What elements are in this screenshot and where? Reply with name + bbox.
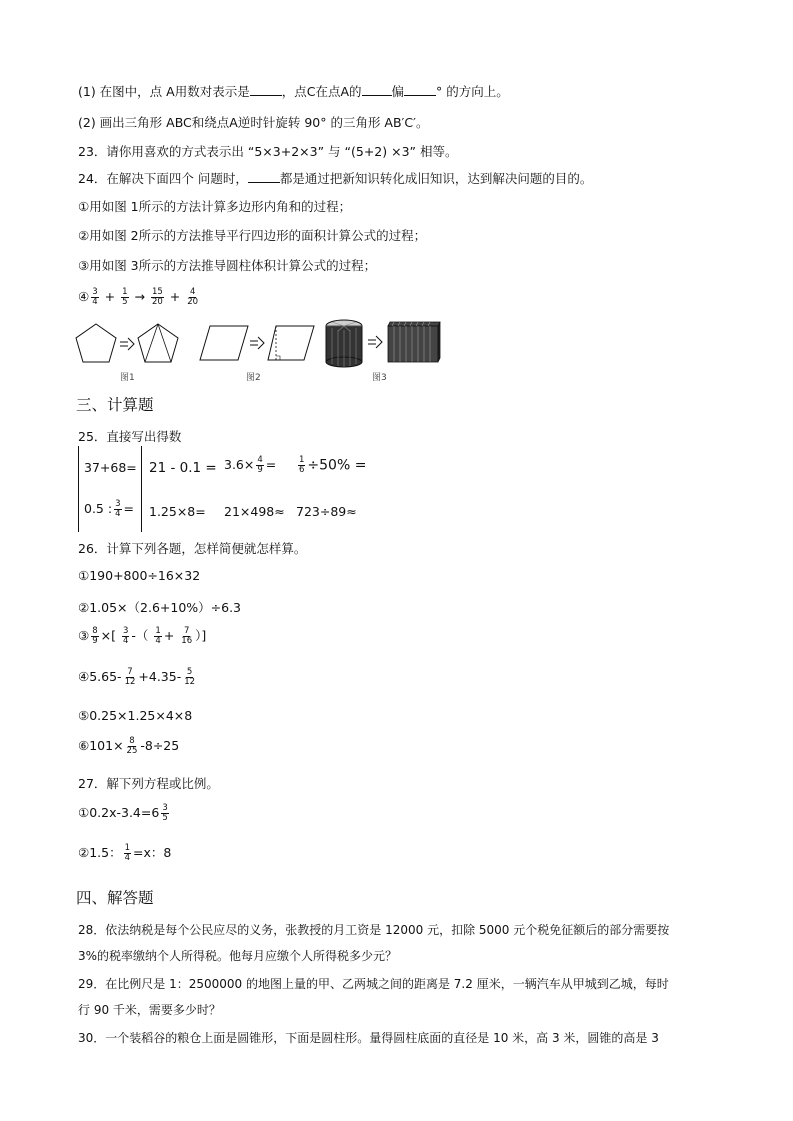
rearranged-solid xyxy=(388,322,440,362)
q24-item4: ④ $\frac{3}{4}$ + $\frac{1}{5}$ → $\frac{15}{20}$ + $\frac{4}{20}$ xyxy=(78,287,199,307)
figure-1 xyxy=(74,322,190,370)
q26-expr-1: ①190+800÷16×32 xyxy=(78,568,201,583)
q28-line-1: 28．依法纳税是每个公民应尽的义务，张教授的月工资是 12000 元，扣除 5000 元个税免征额后的部分需要按 xyxy=(78,923,670,937)
answer-blank[interactable] xyxy=(248,182,280,183)
q28-line-2: 3%的税率缴纳个人所得税。他每月应缴个人所得税多少元？ xyxy=(78,949,398,963)
arrow-icon xyxy=(250,337,264,349)
q26-expr-5: ⑤0.25×1.25×4×8 xyxy=(78,708,193,723)
pentagon-divided-shape xyxy=(138,324,178,362)
fraction: $\frac{1}{5}$ xyxy=(122,287,128,307)
q24-item3: ③用如图 3所示的方法推导圆柱体积计算公式的过程； xyxy=(78,258,377,273)
q26-expr-3: ③ $\frac{8}{9}$ ×[ $\frac{3}{4}$ -（ $\frac{1}{4}$ + $\frac{7}{16}$ ）] xyxy=(78,626,207,646)
figure-2-label: 图2 xyxy=(246,373,261,383)
q26-expr-4: ④5.65- $\frac{7}{12}$ +4.35- $\frac{5}{12}$ xyxy=(78,667,196,687)
q23-text: 23．请你用喜欢的方式表示出 “5×3+2×3” 与 “(5+2) ×3” 相等。 xyxy=(78,144,458,159)
answer-blank[interactable] xyxy=(362,95,392,96)
arrow-icon xyxy=(120,338,134,350)
calc-cell: 21×498≈ xyxy=(224,504,285,519)
section-3-heading: 三、计算题 xyxy=(76,396,154,414)
calc-cell: 21 - 0.1 = xyxy=(149,460,217,476)
q24-item1: ①用如图 1所示的方法计算多边形内角和的过程； xyxy=(78,199,352,214)
q25-title: 25．直接写出得数 xyxy=(78,429,182,444)
q29-line-2: 行 90 千米，需要多少时？ xyxy=(78,1003,221,1017)
oral-calc-table xyxy=(78,446,378,532)
calc-cell: 1.25×8= xyxy=(149,504,206,519)
figure-3-label: 图3 xyxy=(372,373,387,383)
q26-expr-6: ⑥101× $\frac{8}{25}$ -8÷25 xyxy=(78,736,180,756)
q27-eq-2: ②1.5： $\frac{1}{4}$ =x：8 xyxy=(78,843,172,863)
fraction: $\frac{3}{4}$ xyxy=(92,287,98,307)
calc-cell: 3.6× $\frac{4}{9}$ = xyxy=(224,455,277,475)
calc-cell: 723÷89≈ xyxy=(296,504,357,519)
rectangle-shape xyxy=(268,326,314,360)
figure-2 xyxy=(198,322,318,368)
fraction: $\frac{4}{20}$ xyxy=(187,287,199,307)
q29-line-1: 29．在比例尺是 1：2500000 的地图上量的甲、乙两城之间的距离是 7.2 厘米，一辆汽车从甲城到乙城，每时 xyxy=(78,977,669,991)
q24-item2: ②用如图 2所示的方法推导平行四边形的面积计算公式的过程； xyxy=(78,228,427,243)
q30-line-1: 30．一个装稻谷的粮仓上面是圆锥形，下面是圆柱形。量得圆柱底面的直径是 10 米，高 3 米，圆锥的高是 3 xyxy=(78,1031,659,1045)
q22-part2: (2) 画出三角形 ABC和绕点A逆时针旋转 90° 的三角形 AB′C′。 xyxy=(78,115,429,130)
calc-cell: 37+68= xyxy=(84,460,137,475)
q24-stem: 24．在解决下面四个 问题时， 都是通过把新知识转化成旧知识，达到解决问题的目的。 xyxy=(78,171,593,186)
q26-title: 26．计算下列各题，怎样简便就怎样算。 xyxy=(78,541,307,556)
calc-cell: 0.5 : $\frac{3}{4}$ = xyxy=(84,499,134,519)
q27-eq-1: ①0.2x-3.4=6 $\frac{3}{5}$ xyxy=(78,803,168,823)
q27-title: 27．解下列方程或比例。 xyxy=(78,776,219,791)
figure-3 xyxy=(324,318,442,368)
pentagon-shape xyxy=(76,324,116,362)
calc-cell: $\frac{1}{6}$ ÷50% = xyxy=(299,455,367,475)
q26-expr-2: ②1.05×（2.6+10%）÷6.3 xyxy=(78,600,242,615)
section-4-heading: 四、解答题 xyxy=(76,889,154,907)
answer-blank[interactable] xyxy=(250,95,282,96)
answer-blank[interactable] xyxy=(404,95,436,96)
fraction: $\frac{15}{20}$ xyxy=(151,287,163,307)
figure-1-label: 图1 xyxy=(120,373,135,383)
arrow-icon xyxy=(368,336,382,348)
q22-part1: (1) 在图中，点 A用数对表示是 ，点C在点A的 偏 ° 的方向上。 xyxy=(78,84,509,99)
parallelogram-shape xyxy=(200,326,248,360)
